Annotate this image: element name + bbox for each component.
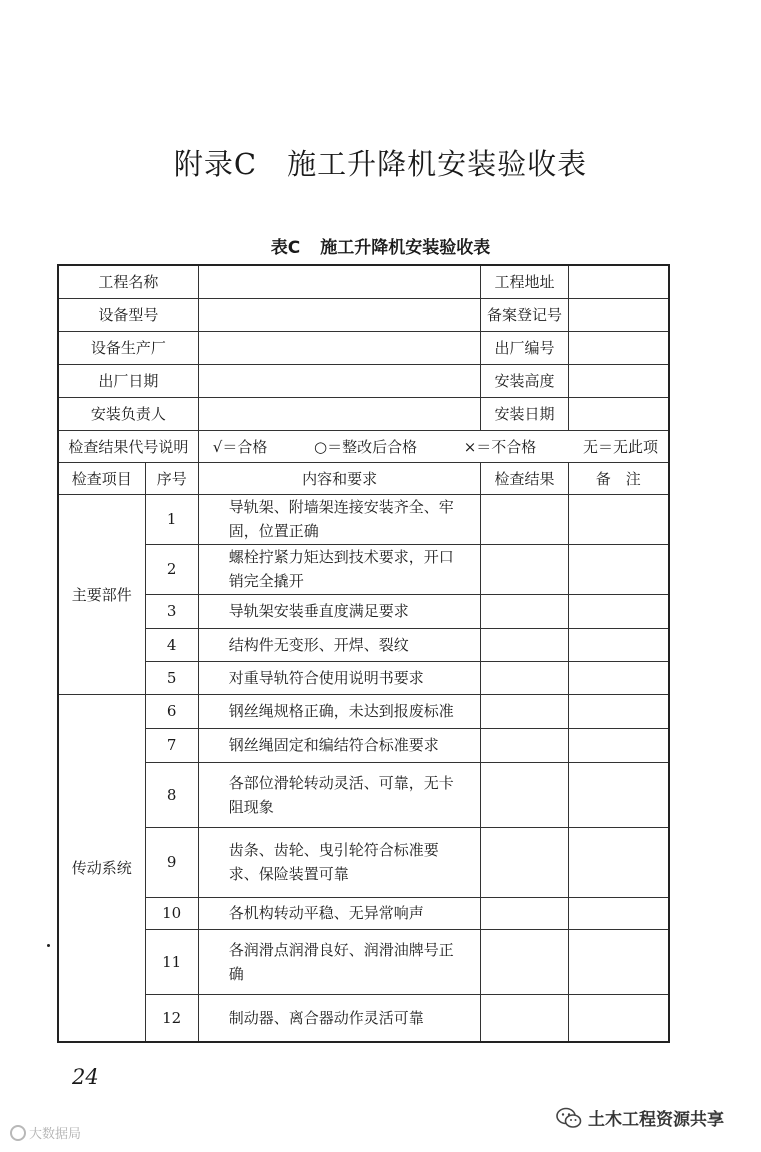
appendix-title: 施工升降机安装验收表 bbox=[287, 147, 588, 181]
check-row bbox=[58, 994, 669, 1042]
row-number: 3 bbox=[145, 594, 198, 628]
row-number: 12 bbox=[145, 994, 198, 1042]
legend-codes bbox=[198, 430, 669, 462]
row-number: 1 bbox=[145, 494, 198, 544]
legend-label: 检查结果代号说明 bbox=[58, 430, 198, 462]
result-cell[interactable] bbox=[481, 929, 568, 994]
table-caption bbox=[0, 233, 761, 258]
result-cell[interactable] bbox=[481, 661, 568, 694]
page-number: 24 bbox=[72, 1065, 99, 1089]
remark-cell[interactable] bbox=[568, 661, 669, 694]
info-row bbox=[58, 265, 669, 298]
header-item: 检查项目 bbox=[58, 462, 145, 494]
result-cell[interactable] bbox=[481, 897, 568, 929]
result-cell[interactable] bbox=[481, 594, 568, 628]
header-result: 检查结果 bbox=[481, 462, 568, 494]
row-content: 制动器、离合器动作灵活可靠 bbox=[198, 994, 481, 1042]
info-value-field[interactable] bbox=[198, 298, 481, 331]
row-content: 对重导轨符合使用说明书要求 bbox=[198, 661, 481, 694]
remark-cell[interactable] bbox=[568, 494, 669, 544]
result-cell[interactable] bbox=[481, 494, 568, 544]
check-row bbox=[58, 628, 669, 661]
remark-cell[interactable] bbox=[568, 544, 669, 594]
row-content: 钢丝绳固定和编结符合标准要求 bbox=[198, 728, 481, 762]
row-number: 10 bbox=[145, 897, 198, 929]
row-content: 导轨架、附墙架连接安装齐全、牢固，位置正确 bbox=[198, 494, 481, 544]
result-cell[interactable] bbox=[481, 628, 568, 661]
remark-cell[interactable] bbox=[568, 929, 669, 994]
info-label: 安装日期 bbox=[481, 397, 568, 430]
header-remark: 备 注 bbox=[568, 462, 669, 494]
header-content: 内容和要求 bbox=[198, 462, 481, 494]
info-label: 备案登记号 bbox=[481, 298, 568, 331]
result-cell[interactable] bbox=[481, 994, 568, 1042]
info-value-field[interactable] bbox=[568, 265, 669, 298]
info-row bbox=[58, 364, 669, 397]
scan-dot bbox=[47, 944, 50, 947]
row-number: 5 bbox=[145, 661, 198, 694]
info-value-field[interactable] bbox=[198, 265, 481, 298]
info-label: 安装负责人 bbox=[58, 397, 198, 430]
remark-cell[interactable] bbox=[568, 994, 669, 1042]
acceptance-table bbox=[57, 264, 670, 1043]
header-no: 序号 bbox=[145, 462, 198, 494]
legend-none: 无＝无此项 bbox=[582, 437, 658, 456]
row-number: 2 bbox=[145, 544, 198, 594]
legend-fail: ×＝不合格 bbox=[463, 437, 537, 456]
check-row bbox=[58, 544, 669, 594]
info-row bbox=[58, 397, 669, 430]
result-cell[interactable] bbox=[481, 827, 568, 897]
row-content: 各机构转动平稳、无异常响声 bbox=[198, 897, 481, 929]
check-row bbox=[58, 594, 669, 628]
row-content: 各润滑点润滑良好、润滑油牌号正确 bbox=[198, 929, 481, 994]
remark-cell[interactable] bbox=[568, 628, 669, 661]
row-number: 4 bbox=[145, 628, 198, 661]
check-row bbox=[58, 728, 669, 762]
remark-cell[interactable] bbox=[568, 827, 669, 897]
watermark-right-text: 土木工程资源共享 bbox=[588, 1110, 724, 1130]
row-content: 螺栓拧紧力矩达到技术要求，开口销完全撬开 bbox=[198, 544, 481, 594]
legend-pass: √＝合格 bbox=[212, 437, 268, 456]
legend-row bbox=[58, 430, 669, 462]
check-row bbox=[58, 897, 669, 929]
row-number: 9 bbox=[145, 827, 198, 897]
legend-rectify: ○＝整改后合格 bbox=[313, 437, 418, 456]
wechat-icon bbox=[556, 1107, 582, 1129]
info-value-field[interactable] bbox=[568, 298, 669, 331]
row-number: 8 bbox=[145, 762, 198, 827]
appendix-label: 附录C bbox=[173, 147, 258, 181]
row-content: 导轨架安装垂直度满足要求 bbox=[198, 594, 481, 628]
check-row bbox=[58, 494, 669, 544]
check-row bbox=[58, 762, 669, 827]
info-row bbox=[58, 331, 669, 364]
row-number: 7 bbox=[145, 728, 198, 762]
result-cell[interactable] bbox=[481, 544, 568, 594]
info-label: 设备生产厂 bbox=[58, 331, 198, 364]
info-label: 出厂编号 bbox=[481, 331, 568, 364]
info-value-field[interactable] bbox=[568, 397, 669, 430]
watermark-left bbox=[10, 1123, 81, 1142]
group-name: 传动系统 bbox=[58, 694, 145, 1042]
row-content: 钢丝绳规格正确，未达到报废标准 bbox=[198, 694, 481, 728]
remark-cell[interactable] bbox=[568, 897, 669, 929]
header-row bbox=[58, 462, 669, 494]
page-heading bbox=[0, 142, 761, 183]
watermark-camera-icon bbox=[10, 1125, 26, 1141]
remark-cell[interactable] bbox=[568, 694, 669, 728]
info-label: 设备型号 bbox=[58, 298, 198, 331]
check-row bbox=[58, 929, 669, 994]
watermark-right bbox=[556, 1105, 724, 1130]
remark-cell[interactable] bbox=[568, 594, 669, 628]
info-value-field[interactable] bbox=[198, 397, 481, 430]
check-row bbox=[58, 827, 669, 897]
info-label: 工程名称 bbox=[58, 265, 198, 298]
row-number: 11 bbox=[145, 929, 198, 994]
result-cell[interactable] bbox=[481, 694, 568, 728]
table-label: 表C bbox=[270, 238, 301, 258]
result-cell[interactable] bbox=[481, 728, 568, 762]
row-content: 各部位滑轮转动灵活、可靠，无卡阻现象 bbox=[198, 762, 481, 827]
row-content: 齿条、齿轮、曳引轮符合标准要求、保险装置可靠 bbox=[198, 827, 481, 897]
table-title: 施工升降机安装验收表 bbox=[320, 238, 491, 258]
info-value-field[interactable] bbox=[568, 364, 669, 397]
check-row bbox=[58, 694, 669, 728]
info-value-field[interactable] bbox=[198, 364, 481, 397]
remark-cell[interactable] bbox=[568, 762, 669, 827]
row-number: 6 bbox=[145, 694, 198, 728]
info-label: 工程地址 bbox=[481, 265, 568, 298]
check-row bbox=[58, 661, 669, 694]
result-cell[interactable] bbox=[481, 762, 568, 827]
watermark-left-text: 大数据局 bbox=[29, 1127, 82, 1142]
info-label: 出厂日期 bbox=[58, 364, 198, 397]
info-value-field[interactable] bbox=[568, 331, 669, 364]
info-value-field[interactable] bbox=[198, 331, 481, 364]
info-label: 安装高度 bbox=[481, 364, 568, 397]
row-content: 结构件无变形、开焊、裂纹 bbox=[198, 628, 481, 661]
remark-cell[interactable] bbox=[568, 728, 669, 762]
info-row bbox=[58, 298, 669, 331]
group-name: 主要部件 bbox=[58, 494, 145, 694]
